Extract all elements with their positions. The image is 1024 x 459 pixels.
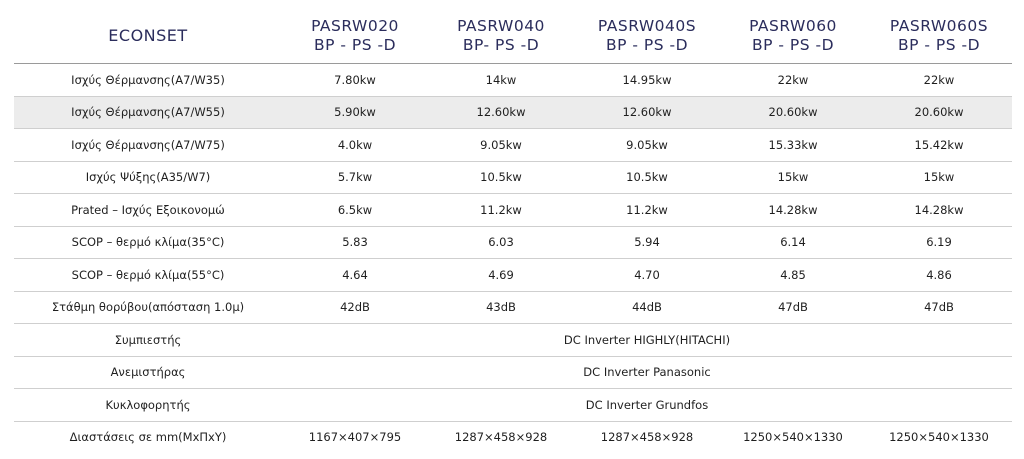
model-header xyxy=(428,8,574,64)
spec-value: 11.2kw xyxy=(428,194,574,227)
model-suffix: BP - PS -D xyxy=(605,35,689,54)
spec-value: 6.03 xyxy=(428,226,574,259)
spec-row xyxy=(14,226,1012,259)
spec-label: Prated – Ισχύς Εξοικονομώ xyxy=(14,194,282,227)
spec-value: 15.33kw xyxy=(720,129,866,162)
spec-label: Ισχύς Θέρμανσης(A7/W55) xyxy=(14,96,282,129)
spec-value: 1250×540×1330 xyxy=(889,430,989,445)
spec-row-merged xyxy=(14,324,1012,357)
spec-table xyxy=(14,8,1012,453)
model-header xyxy=(282,8,428,64)
spec-value: 5.7kw xyxy=(282,161,428,194)
spec-value: 47dB xyxy=(720,291,866,324)
model-suffix: BP - PS -D xyxy=(897,35,981,54)
spec-value: 7.80kw xyxy=(282,64,428,97)
spec-row xyxy=(14,129,1012,162)
spec-value: 5.94 xyxy=(574,226,720,259)
spec-value: 20.60kw xyxy=(720,96,866,129)
spec-row xyxy=(14,194,1012,227)
spec-value: 4.85 xyxy=(720,259,866,292)
spec-value: 12.60kw xyxy=(428,96,574,129)
spec-label: Ανεμιστήρας xyxy=(14,356,282,389)
spec-value: 15.42kw xyxy=(866,129,1012,162)
spec-row xyxy=(14,161,1012,194)
spec-label: Διαστάσεις σε mm(ΜxΠxΥ) xyxy=(69,430,227,445)
spec-row xyxy=(14,291,1012,324)
model-code: PASRW020 xyxy=(311,16,399,35)
spec-value: 11.2kw xyxy=(574,194,720,227)
spec-label: Ισχύς Θέρμανσης(A7/W35) xyxy=(14,64,282,97)
brand-header: ECONSET xyxy=(14,8,282,64)
model-header xyxy=(720,8,866,64)
spec-value: 5.83 xyxy=(282,226,428,259)
model-suffix: BP - PS -D xyxy=(751,35,835,54)
spec-row-merged xyxy=(14,389,1012,422)
header-row xyxy=(14,8,1012,64)
spec-row xyxy=(14,421,1012,453)
spec-value: 14.28kw xyxy=(866,194,1012,227)
spec-value: 10.5kw xyxy=(428,161,574,194)
spec-value: 14.28kw xyxy=(720,194,866,227)
spec-value: 14.95kw xyxy=(574,64,720,97)
spec-label: Ισχύς Θέρμανσης(A7/W75) xyxy=(14,129,282,162)
spec-row xyxy=(14,96,1012,129)
spec-label: Στάθμη θορύβου(απόσταση 1.0μ) xyxy=(14,291,282,324)
spec-row xyxy=(14,64,1012,97)
spec-row-merged xyxy=(14,356,1012,389)
spec-value: 1167×407×795 xyxy=(308,430,402,445)
model-header xyxy=(574,8,720,64)
spec-value: 14kw xyxy=(428,64,574,97)
spec-value: 1287×458×928 xyxy=(600,430,694,445)
spec-value: 6.14 xyxy=(720,226,866,259)
spec-label: Ισχύς Ψύξης(A35/W7) xyxy=(14,161,282,194)
spec-value: 20.60kw xyxy=(866,96,1012,129)
spec-value: 4.0kw xyxy=(282,129,428,162)
spec-value: 42dB xyxy=(282,291,428,324)
spec-label: Κυκλοφορητής xyxy=(14,389,282,422)
spec-value: 22kw xyxy=(866,64,1012,97)
spec-value: 4.86 xyxy=(866,259,1012,292)
model-code: PASRW060S xyxy=(889,16,989,35)
model-code: PASRW040S xyxy=(597,16,697,35)
spec-value: 9.05kw xyxy=(428,129,574,162)
spec-row xyxy=(14,259,1012,292)
spec-value: 4.64 xyxy=(282,259,428,292)
spec-value: 12.60kw xyxy=(574,96,720,129)
model-suffix: BP - PS -D xyxy=(313,35,397,54)
spec-value: 4.70 xyxy=(574,259,720,292)
spec-value: 15kw xyxy=(720,161,866,194)
spec-label: SCOP – θερμό κλίμα(35°C) xyxy=(14,226,282,259)
spec-value: 4.69 xyxy=(428,259,574,292)
spec-value: 43dB xyxy=(428,291,574,324)
spec-value: 1250×540×1330 xyxy=(743,430,843,445)
spec-value: 22kw xyxy=(720,64,866,97)
spec-label: Συμπιεστής xyxy=(14,324,282,357)
spec-value: 10.5kw xyxy=(574,161,720,194)
spec-value: 44dB xyxy=(574,291,720,324)
spec-value: 47dB xyxy=(866,291,1012,324)
model-code: PASRW060 xyxy=(749,16,837,35)
spec-value: 5.90kw xyxy=(282,96,428,129)
spec-value: 6.19 xyxy=(866,226,1012,259)
spec-value: 1287×458×928 xyxy=(454,430,548,445)
spec-value: 9.05kw xyxy=(574,129,720,162)
spec-value-merged: DC Inverter HIGHLY(HITACHI) xyxy=(282,324,1012,357)
model-code: PASRW040 xyxy=(457,16,545,35)
model-suffix: BP- PS -D xyxy=(462,35,540,54)
spec-value: 15kw xyxy=(866,161,1012,194)
spec-value: 6.5kw xyxy=(282,194,428,227)
spec-value-merged: DC Inverter Panasonic xyxy=(282,356,1012,389)
spec-value-merged: DC Inverter Grundfos xyxy=(282,389,1012,422)
spec-label: SCOP – θερμό κλίμα(55°C) xyxy=(14,259,282,292)
model-header xyxy=(866,8,1012,64)
